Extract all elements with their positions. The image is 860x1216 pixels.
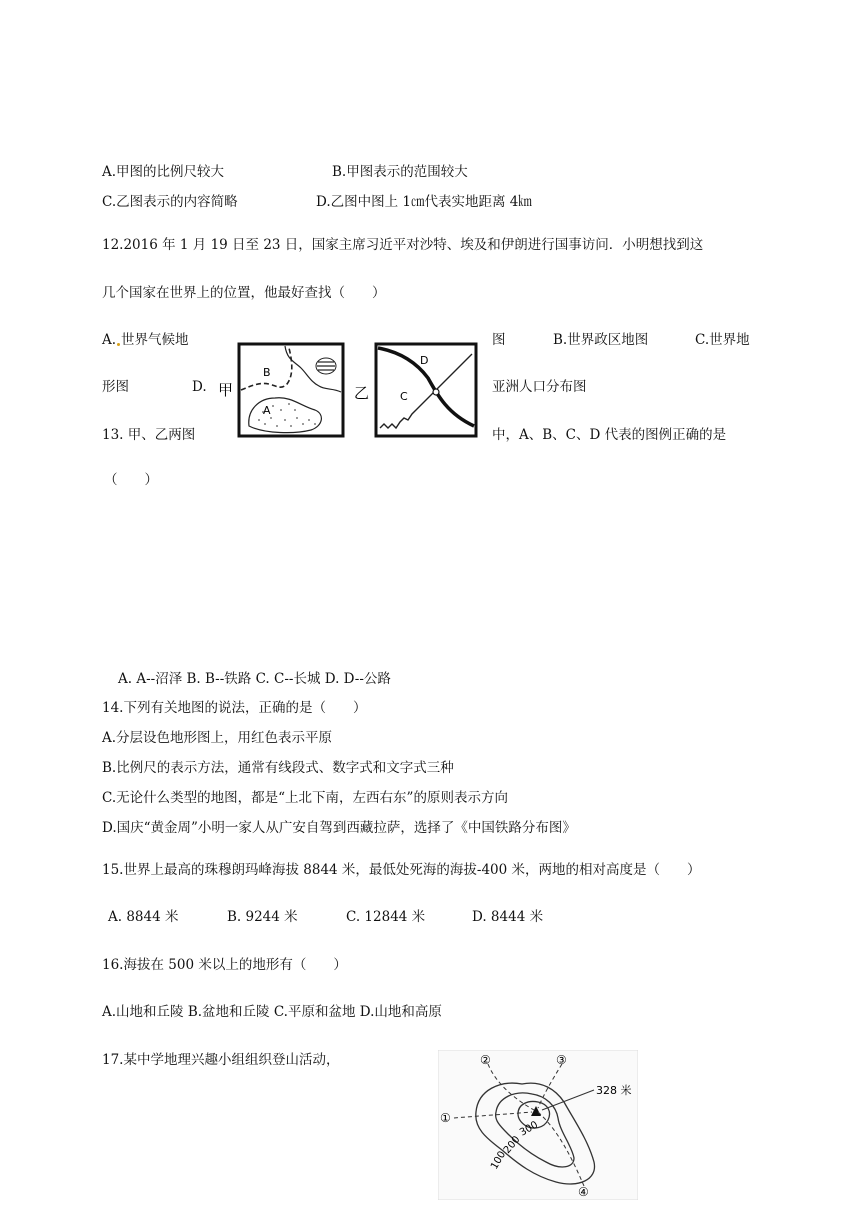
q12-option-a-text: 世界气候地: [121, 332, 189, 348]
q17-stem: 17.某中学地理兴趣小组组织登山活动，: [102, 1052, 340, 1068]
route-1-marker: ①: [440, 1111, 451, 1125]
q15-stem: 15.世界上最高的珠穆朗玛峰海拔 8844 米，最低处死海的海拔-400 米，两地的相对高度是（ ）: [102, 862, 701, 878]
q15-option-c: C. 12844 米: [346, 909, 426, 925]
q12-option-d-head: D.: [192, 379, 207, 395]
q13-paren: （ ）: [104, 472, 158, 488]
route-2-marker: ②: [480, 1053, 491, 1067]
q15-option-a: A. 8844 米: [108, 909, 179, 925]
contour-100-label: 100: [489, 1149, 509, 1172]
q16-options: A.山地和丘陵 B.盆地和丘陵 C.平原和盆地 D.山地和高原: [102, 1004, 442, 1020]
q12-option-b: B.世界政区地图: [553, 332, 649, 348]
q15-option-d: D. 8444 米: [472, 909, 544, 925]
peak-elevation-label: 328 米: [596, 1084, 632, 1097]
q16-stem: 16.海拔在 500 米以上的地形有（ ）: [102, 957, 347, 973]
q13-options: A. A--沼泽 B. B--铁路 C. C--长城 D. D--公路: [118, 671, 391, 687]
figure-yi-label: 乙: [354, 384, 370, 402]
q12-option-a-tail: 图: [492, 332, 506, 348]
q12-option-a: [102, 331, 189, 349]
figure-jia-label: 甲: [218, 381, 234, 399]
q14-option-d: D.国庆“黄金周”小明一家人从广安自驾到西藏拉萨，选择了《中国铁路分布图》: [102, 820, 576, 836]
stray-dot: [117, 343, 120, 346]
q12-option-d-tail: 亚洲人口分布图: [492, 379, 587, 395]
route-3-marker: ③: [556, 1053, 567, 1067]
q12-stem-line1: 12.2016 年 1 月 19 日至 23 日，国家主席习近平对沙特、埃及和伊朗进行国事访问．小明想找到这: [102, 237, 704, 253]
contour-300-label: 300: [518, 1119, 541, 1139]
q14-option-c: C.无论什么类型的地图，都是“上北下南，左西右东”的原则表示方向: [102, 790, 508, 806]
figure-yi-c: C: [400, 390, 408, 403]
q12-option-a-letter: A.: [102, 332, 117, 348]
q14-stem: 14.下列有关地图的说法，正确的是（ ）: [102, 700, 367, 716]
q14-option-a: A.分层设色地形图上，用红色表示平原: [102, 730, 333, 746]
q11-option-b: B.甲图表示的范围较大: [332, 164, 468, 180]
q14-option-b: B.比例尺的表示方法，通常有线段式、数字式和文字式三种: [102, 760, 454, 776]
q13-stem-left: 13. 甲、乙两图: [102, 427, 196, 443]
figure-yi-map: [350, 340, 480, 440]
figure-jia-map: [215, 340, 345, 440]
q12-stem-line2: 几个国家在世界上的位置，他最好查找（ ）: [102, 285, 386, 301]
q11-option-a: A.甲图的比例尺较大: [102, 164, 225, 180]
contour-200-label: 200: [501, 1134, 523, 1156]
route-4-marker: ④: [578, 1185, 589, 1199]
q11-option-d: D.乙图中图上 1㎝代表实地距离 4㎞: [316, 194, 532, 210]
q12-option-c-tail: 形图: [102, 379, 129, 395]
q12-option-c-head: C.世界地: [695, 332, 750, 348]
q15-option-b: B. 9244 米: [227, 909, 298, 925]
figure-jia-a: A: [263, 404, 271, 417]
q13-stem-right: 中，A、B、C、D 代表的图例正确的是: [492, 427, 727, 443]
figure-jia-b: B: [263, 366, 271, 379]
figure-yi-d: D: [420, 354, 429, 367]
q11-option-c: C.乙图表示的内容简略: [102, 194, 238, 210]
figure-contour-map: [438, 1050, 638, 1200]
